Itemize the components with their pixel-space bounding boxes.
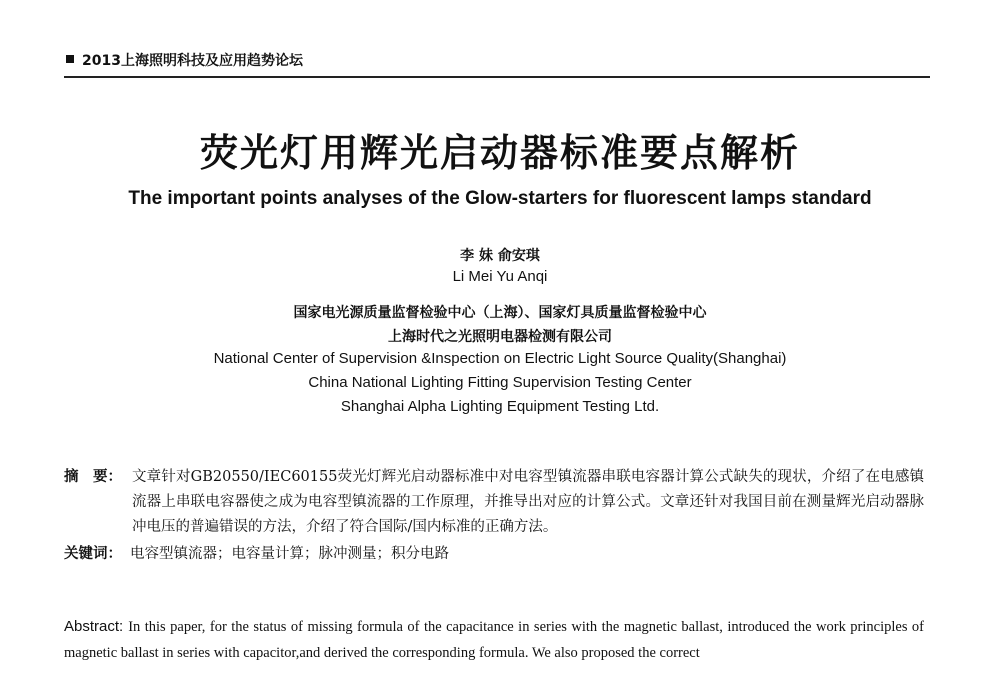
header-text: 2013上海照明科技及应用趋势论坛 xyxy=(82,53,303,69)
abstract-chinese-block xyxy=(64,465,924,567)
keywords-label: 关键词： xyxy=(64,546,122,562)
affiliation-english-line-1: National Center of Supervision &Inspection on Electric Light Source Quality(Shanghai) xyxy=(213,350,787,367)
title-chinese: 荧光灯用辉光启动器标准要点解析 xyxy=(199,131,800,175)
abstract-chinese-text: 文章针对GB20550/IEC60155荧光灯辉光启动器标准中对电容型镇流器串联电容器计算公式缺失的现状，介绍了在电感镇流器上串联电容器使之成为电容型镇流器的工作原理，并推导出对应的计算公式。文章还针对我国目前在测量辉光启动器脉冲电压的普遍错误的方法，介绍了符合国际/国内标准的正确方法。 xyxy=(132,469,924,535)
running-header xyxy=(64,50,930,78)
abstract-english xyxy=(64,614,924,666)
abstract-english-text: In this paper, for the status of missing formula of the capacitance in series with the magnetic ballast, introduced the work principles of magnetic ballast in series with capacitor,and derived the corresponding formula. We also proposed the correct xyxy=(64,619,925,661)
keywords-text: 电容型镇流器；电容量计算；脉冲测量；积分电路 xyxy=(130,546,449,562)
affiliation-english-line-2: China National Lighting Fitting Supervision Testing Center xyxy=(308,374,692,391)
title-english: The important points analyses of the Glow-starters for fluorescent lamps standard xyxy=(128,188,872,209)
header-bullet-icon xyxy=(66,55,74,63)
abstract-english-label: Abstract: xyxy=(64,618,129,635)
authors-chinese: 李 妹 俞安琪 xyxy=(460,248,540,264)
keywords xyxy=(64,542,924,567)
affiliation-english-line-3: Shanghai Alpha Lighting Equipment Testing Ltd. xyxy=(340,398,660,415)
abstract-chinese-label: 摘 要： xyxy=(64,469,122,485)
abstract-chinese xyxy=(64,465,924,540)
authors-english: Li Mei Yu Anqi xyxy=(452,268,548,285)
affiliation-chinese-line-2: 上海时代之光照明电器检测有限公司 xyxy=(388,329,612,345)
affiliation-chinese-line-1: 国家电光源质量监督检验中心（上海）、国家灯具质量监督检验中心 xyxy=(293,305,707,321)
